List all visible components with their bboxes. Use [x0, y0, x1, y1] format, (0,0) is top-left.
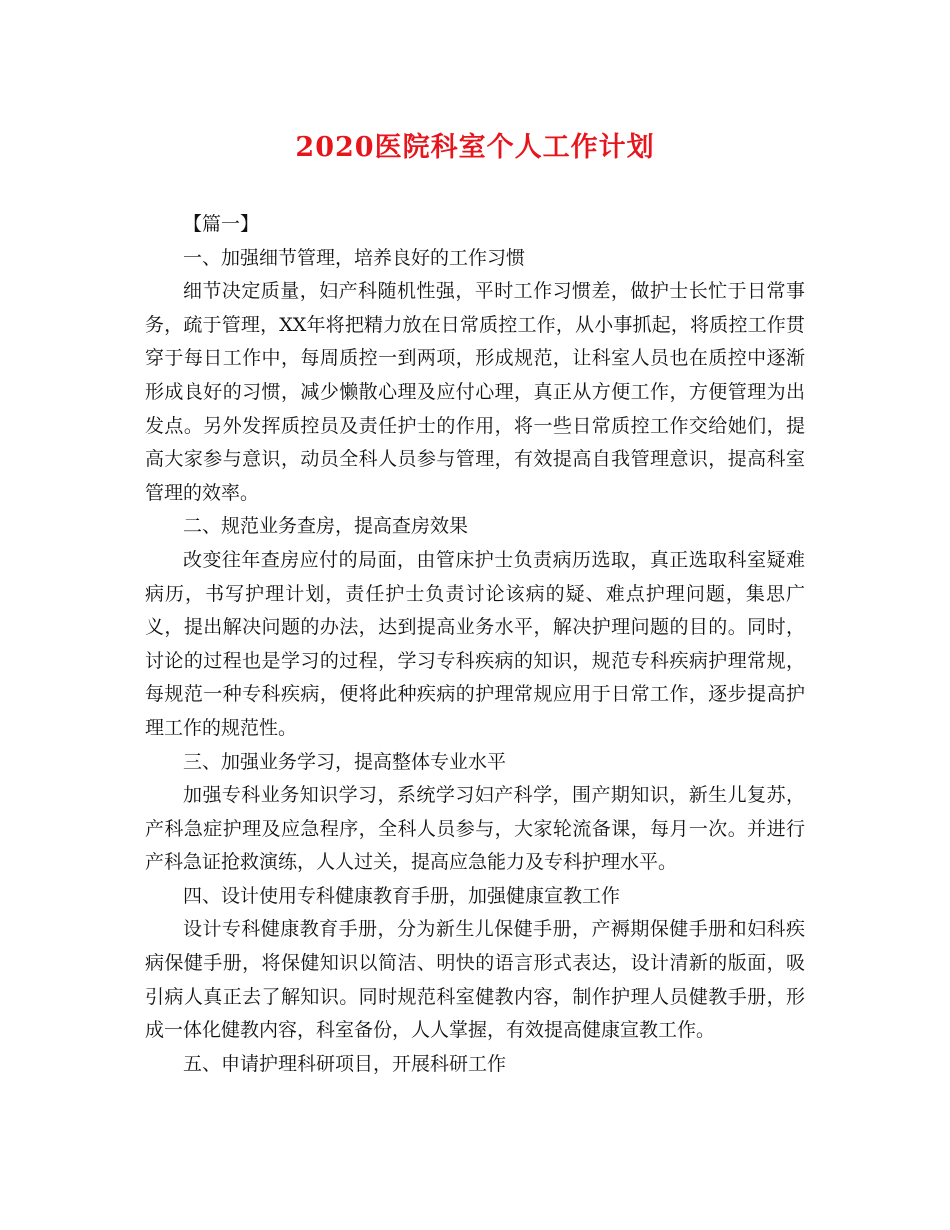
- document-body: [145, 208, 805, 1081]
- section-paragraph-2: 改变往年查房应付的局面，由管床护士负责病历选取，真正选取科室疑难病历，书写护理计划，责任护士负责讨论该病的疑、难点护理问题，集思广义，提出解决问题的办法，达到提高业务水平，解决护理问题的目的。同时，讨论的过程也是学习的过程，学习专科疾病的知识，规范专科疾病护理常规，每规范一种专科疾病，便将此种疾病的护理常规应用于日常工作，逐步提高护理工作的规范性。: [145, 548, 805, 739]
- document-title: 2020医院科室个人工作计划: [295, 132, 655, 163]
- section-paragraph-3: 加强专科业务知识学习，系统学习妇产科学，围产期知识，新生儿复苏，产科急症护理及应急程序，全科人员参与，大家轮流备课，每月一次。并进行产科急证抢救演练，人人过关，提高应急能力及专科护理水平。: [145, 784, 805, 874]
- section-label: 【篇一】: [183, 213, 260, 235]
- section-heading-2: 二、规范业务查房，提高查房效果: [183, 515, 469, 538]
- section-heading-5: 五、申请护理科研项目，开展科研工作: [183, 1052, 507, 1075]
- section-heading-3: 三、加强业务学习，提高整体专业水平: [183, 750, 507, 773]
- section-heading-1: 一、加强细节管理，培养良好的工作习惯: [183, 246, 526, 269]
- section-paragraph-4: 设计专科健康教育手册，分为新生儿保健手册，产褥期保健手册和妇科疾病保健手册，将保健知识以简洁、明快的语言形式表达，设计清新的版面，吸引病人真正去了解知识。同时规范科室健教内容，制作护理人员健教手册，形成一体化健教内容，科室备份，人人掌握，有效提高健康宣教工作。: [145, 918, 805, 1042]
- section-paragraph-1: 细节决定质量，妇产科随机性强，平时工作习惯差，做护士长忙于日常事务，疏于管理，XX年将把精力放在日常质控工作，从小事抓起，将质控工作贯穿于每日工作中，每周质控一到两项，形成规范，让科室人员也在质控中逐渐形成良好的习惯，减少懒散心理及应付心理，真正从方便工作，方便管理为出发点。另外发挥质控员及责任护士的作用，将一些日常质控工作交给她们，提高大家参与意识，动员全科人员参与管理，有效提高自我管理意识，提高科室管理的效率。: [145, 280, 805, 504]
- section-heading-4: 四、设计使用专科健康教育手册，加强健康宣教工作: [183, 884, 621, 907]
